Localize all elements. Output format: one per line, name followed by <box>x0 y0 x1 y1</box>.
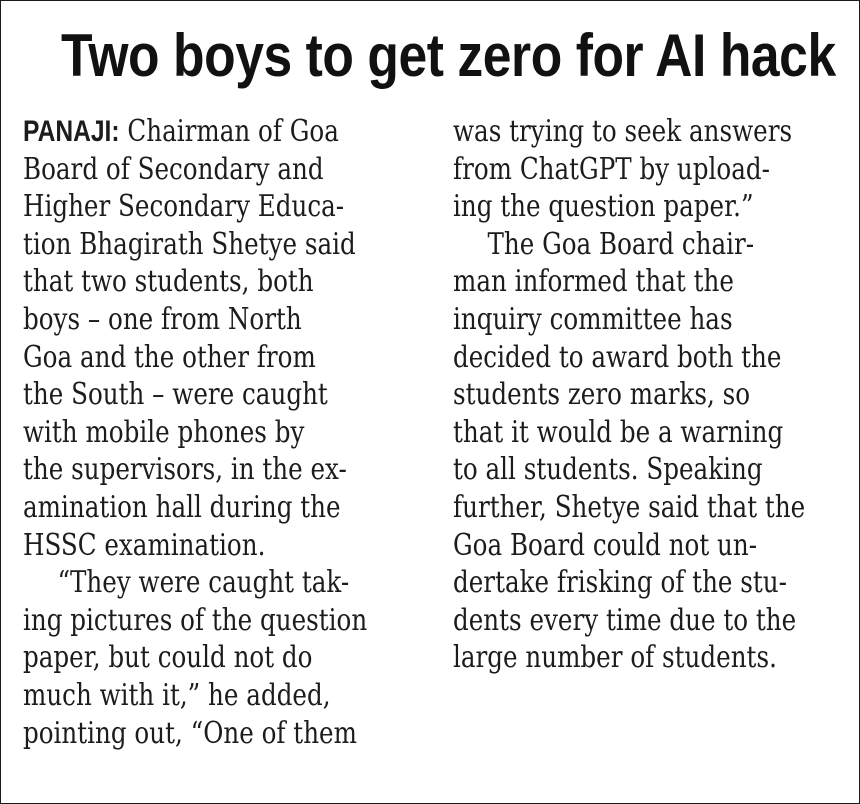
article-line: paper, but could not do <box>23 640 313 676</box>
article-line: HSSC examination. <box>23 527 266 563</box>
article-line: was trying to seek answers <box>453 114 793 149</box>
article-line: tion Bhagirath Shetye said <box>23 226 356 262</box>
article-line: The Goa Board chair- <box>487 226 755 262</box>
article-column-right <box>453 113 853 677</box>
article-line: “They were caught tak- <box>57 565 350 601</box>
article-line: with mobile phones by <box>23 414 305 450</box>
article-line: man informed that the <box>453 264 734 300</box>
article-line: Goa and the other from <box>23 339 316 375</box>
article-line: inquiry committee has <box>453 301 733 337</box>
article-line: ing pictures of the question <box>23 602 368 638</box>
headline: Two boys to get zero for AI hack <box>61 22 836 89</box>
article-line: the South – were caught <box>23 377 328 413</box>
article-line: that it would be a warning <box>453 414 784 450</box>
article-line: further, Shetye said that the <box>453 489 806 525</box>
article-line: Higher Secondary Educa- <box>23 189 345 225</box>
article-line: the supervisors, in the ex- <box>23 452 347 488</box>
article-line: from ChatGPT by upload- <box>453 151 770 187</box>
article-text: Chairman of Goa <box>127 114 339 149</box>
article-line: Board of Secondary and <box>23 151 324 187</box>
article-line: boys – one from North <box>23 301 302 337</box>
article-line: amination hall during the <box>23 489 341 525</box>
article-line: dents every time due to the <box>453 602 797 638</box>
dateline: PANAJI: <box>23 115 120 148</box>
article-line: large number of students. <box>453 640 777 676</box>
article-line: to all students. Speaking <box>453 452 763 488</box>
article-line: dertake frisking of the stu- <box>453 565 787 601</box>
article-line: ing the question paper.” <box>453 189 754 225</box>
article-line <box>23 113 351 151</box>
article-line: much with it,” he added, <box>23 677 331 713</box>
article-column-left <box>23 113 423 752</box>
article-line: students zero marks, so <box>453 377 751 413</box>
article-line: that two students, both <box>23 264 314 300</box>
article-line: Goa Board could not un- <box>453 527 758 563</box>
article-line: decided to award both the <box>453 339 782 375</box>
article-line: pointing out, “One of them <box>23 715 357 751</box>
